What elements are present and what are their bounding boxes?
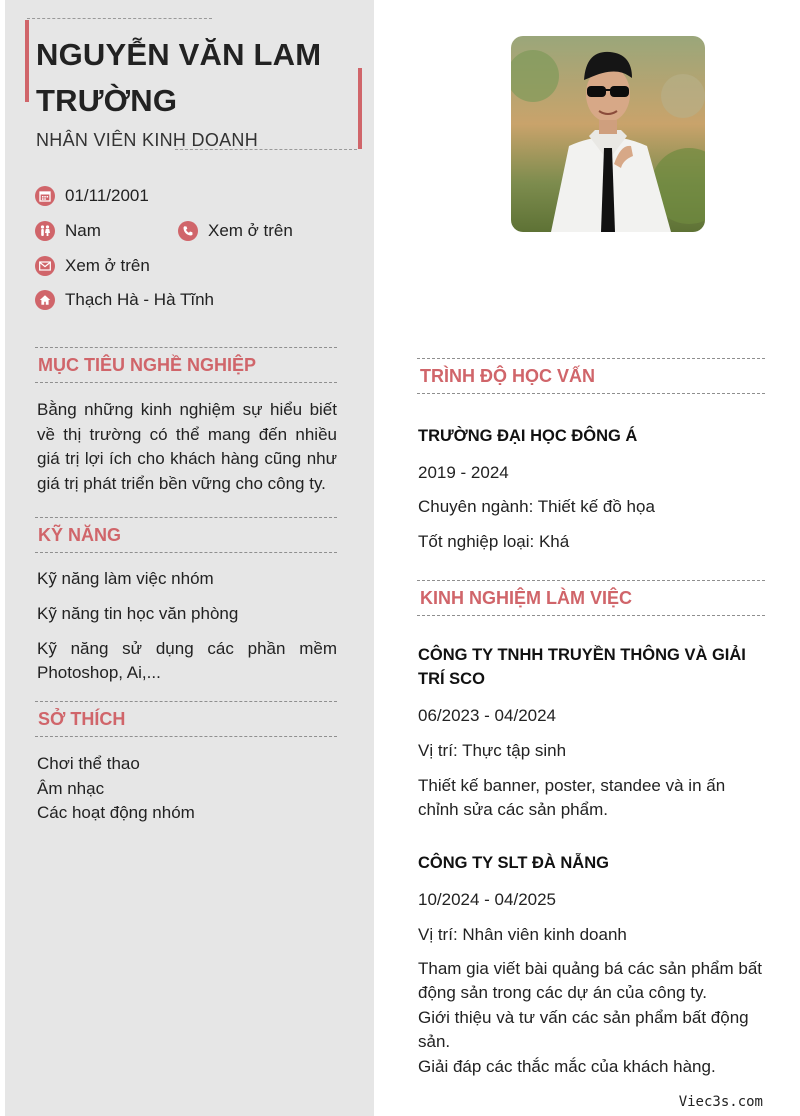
sidebar <box>5 0 374 1116</box>
hobbies-heading: SỞ THÍCH <box>35 701 337 737</box>
objective-text: Bằng những kinh nghiệm sự hiểu biết về thị trường có thể mang đến nhiều giá trị lợi ích cho khách hàng cũng như giá trị phát triển bền vững cho công ty. <box>37 400 337 493</box>
name-block <box>25 18 362 150</box>
job-position: Vị trí: Thực tập sinh <box>418 741 567 760</box>
calendar-icon <box>35 186 55 206</box>
education-heading: TRÌNH ĐỘ HỌC VẤN <box>417 358 765 394</box>
job-duty: Giải đáp các thắc mắc của khách hàng. <box>418 1057 716 1076</box>
email-value: Xem ở trên <box>65 256 150 275</box>
gender-row <box>35 219 101 243</box>
birthday-row <box>35 184 149 208</box>
job-period: 06/2023 - 04/2024 <box>418 706 557 725</box>
email-row <box>35 254 150 278</box>
phone-value: Xem ở trên <box>208 221 293 240</box>
hobby-item: Âm nhạc <box>37 779 105 798</box>
divider <box>175 149 357 150</box>
phone-icon <box>178 221 198 241</box>
profile-photo <box>511 36 705 232</box>
gender-value: Nam <box>65 221 101 240</box>
job-duty: Thiết kế banner, poster, standee và in ấn chỉnh sửa các sản phẩm. <box>418 776 726 819</box>
job-period: 10/2024 - 04/2025 <box>418 890 557 909</box>
accent-bar <box>25 20 29 102</box>
education-period: 2019 - 2024 <box>418 463 509 482</box>
job-position: Vị trí: Nhân viên kinh doanh <box>418 925 627 944</box>
home-icon <box>35 290 55 310</box>
job-duty: Giới thiệu và tư vấn các sản phẩm bất động sản. <box>418 1008 749 1051</box>
job-title: NHÂN VIÊN KINH DOANH <box>36 130 259 150</box>
divider <box>27 18 212 19</box>
skill-item: Kỹ năng tin học văn phòng <box>37 604 239 623</box>
skill-item: Kỹ năng làm việc nhóm <box>37 569 214 588</box>
hobby-item: Chơi thể thao <box>37 754 140 773</box>
education-grade: Tốt nghiệp loại: Khá <box>418 532 570 551</box>
experience-heading: KINH NGHIỆM LÀM VIỆC <box>417 580 765 616</box>
company-name: CÔNG TY SLT ĐÀ NẴNG <box>418 854 609 872</box>
gender-icon <box>35 221 55 241</box>
birthday-value: 01/11/2001 <box>65 186 149 205</box>
address-value: Thạch Hà - Hà Tĩnh <box>65 290 214 309</box>
accent-bar <box>358 68 362 149</box>
address-row <box>35 288 214 312</box>
school-name: TRƯỜNG ĐẠI HỌC ĐÔNG Á <box>418 427 638 445</box>
phone-row <box>178 219 293 243</box>
objective-heading: MỤC TIÊU NGHỀ NGHIỆP <box>35 347 337 383</box>
education-major: Chuyên ngành: Thiết kế đồ họa <box>418 497 655 516</box>
skills-heading: KỸ NĂNG <box>35 517 337 553</box>
mail-icon <box>35 256 55 276</box>
skill-item: Kỹ năng sử dụng các phần mềm Photoshop, Ai,... <box>37 639 337 682</box>
hobby-item: Các hoạt động nhóm <box>37 803 195 822</box>
job-duty: Tham gia viết bài quảng bá các sản phẩm bất động sản trong các dự án của công ty. <box>418 959 762 1002</box>
company-name: CÔNG TY TNHH TRUYỀN THÔNG VÀ GIẢI TRÍ SCO <box>418 646 746 688</box>
watermark: Viec3s.com <box>678 1094 763 1110</box>
full-name: NGUYỄN VĂN LAM TRƯỜNG <box>36 37 322 118</box>
